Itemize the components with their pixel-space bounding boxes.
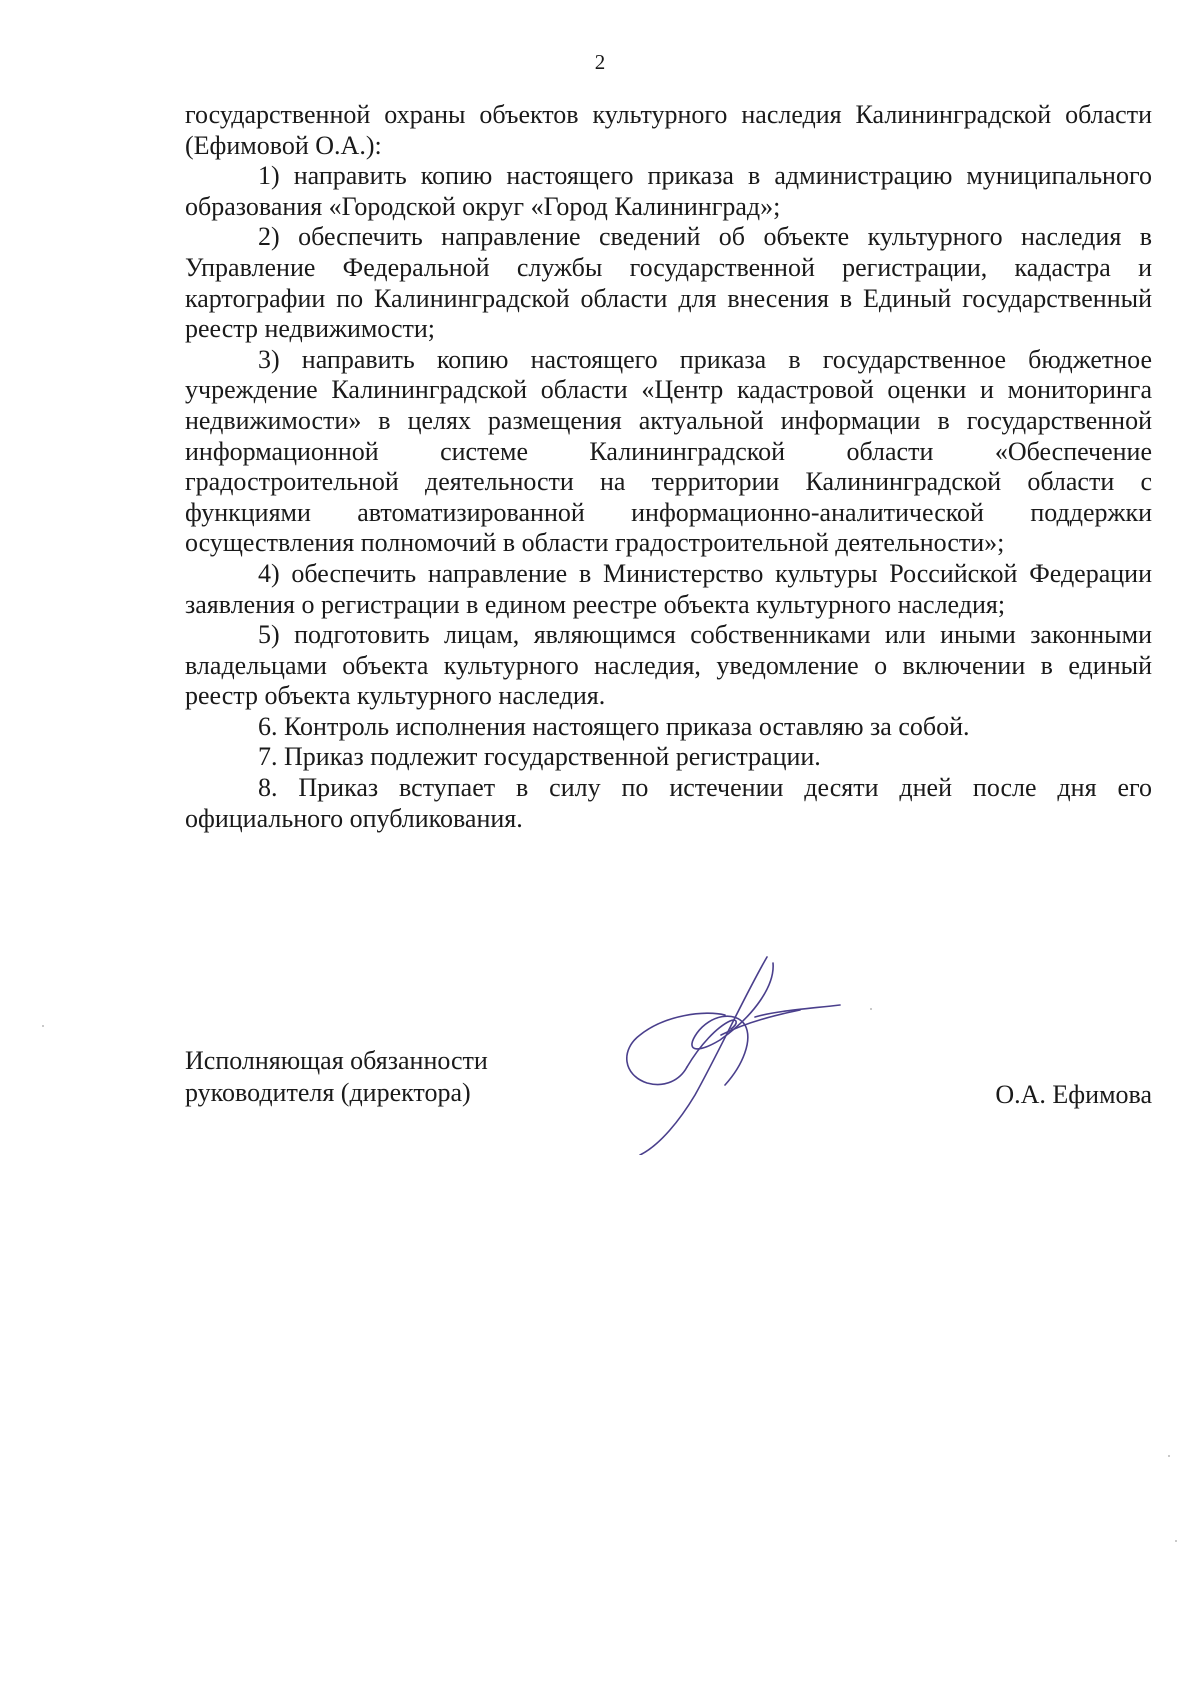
scan-speck (42, 1025, 44, 1027)
paragraph-continuation: государственной охраны объектов культурного наследия Калининградской области (Ефимовой О.А.): (185, 100, 1152, 160)
paragraph-clause-7: 7. Приказ подлежит государственной регистрации. (258, 742, 821, 772)
scan-speck (1168, 1455, 1170, 1457)
document-body (185, 100, 1152, 834)
scan-speck (1175, 1540, 1177, 1542)
paragraph-item-5: 5) подготовить лицам, являющимся собственниками или иными законными владельцами объекта культурного наследия, уведомление о включении в единый реестр объекта культурного наследия. (185, 620, 1152, 711)
paragraph-item-1: 1) направить копию настоящего приказа в администрацию муниципального образования «Городской округ «Город Калининград»; (185, 161, 1152, 221)
paragraph-item-4: 4) обеспечить направление в Министерство культуры Российской Федерации заявления о регистрации в едином реестре объекта культурного наследия; (185, 558, 1152, 619)
signer-title-line-2: руководителя (директора) (185, 1078, 471, 1107)
paragraph-item-2: 2) обеспечить направление сведений об объекте культурного наследия в Управление Федеральной службы государственной регистрации, кадастра и картографии по Калининградской области для внесения в Единый государственный реестр недвижимости; (185, 222, 1152, 344)
handwritten-signature (625, 955, 855, 1155)
paragraph-clause-8: 8. Приказ вступает в силу по истечении десяти дней после дня его официального опубликования. (185, 773, 1152, 833)
signer-title-line-1: Исполняющая обязанности (185, 1046, 488, 1075)
scan-speck (870, 1008, 872, 1010)
page-number: 2 (594, 50, 606, 74)
signer-name: О.А. Ефимова (995, 1080, 1152, 1109)
paragraph-item-3: 3) направить копию настоящего приказа в государственное бюджетное учреждение Калининградской области «Центр кадастровой оценки и мониторинга недвижимости» в целях размещения актуальной информации в государственной информационной системе Калининградской области «Обеспечение градостроительной деятельности на территории Калининградской области с функциями автоматизированной информационно-аналитической поддержки осуществления полномочий в области градостроительной деятельности»; (185, 344, 1152, 558)
signer-title (185, 1045, 488, 1109)
paragraph-clause-6: 6. Контроль исполнения настоящего приказа оставляю за собой. (258, 711, 970, 741)
